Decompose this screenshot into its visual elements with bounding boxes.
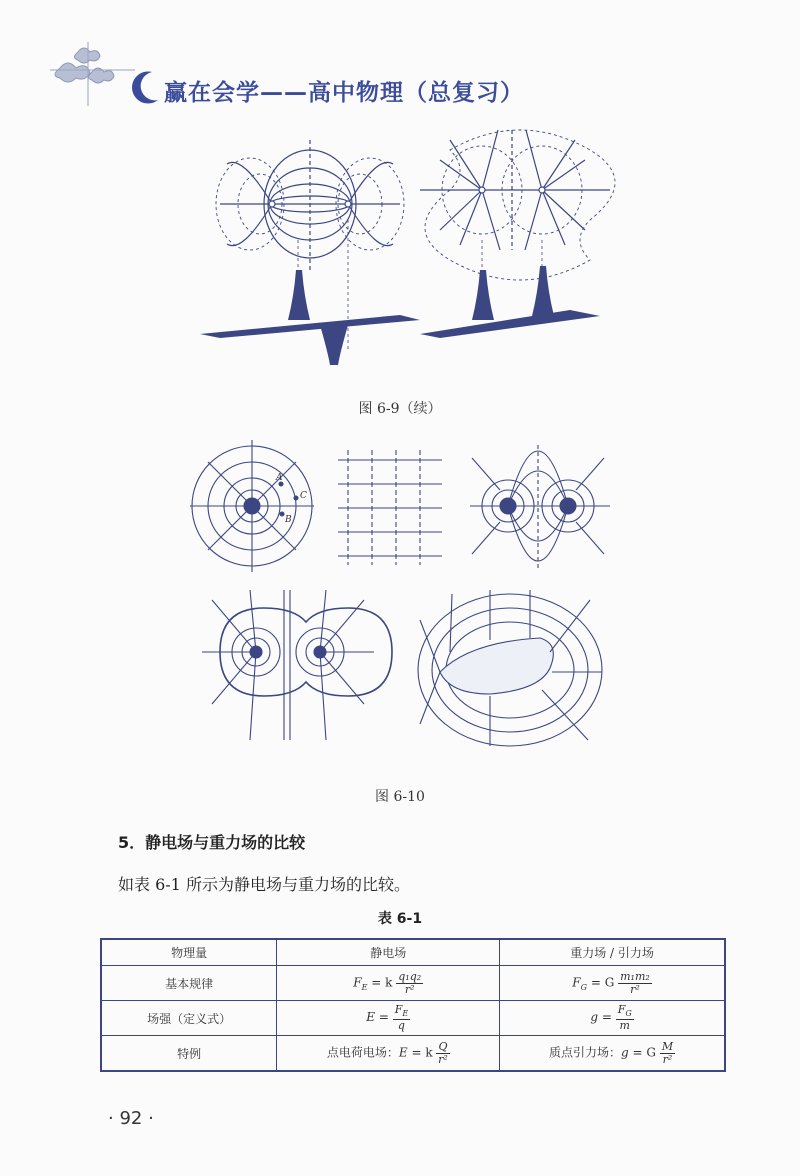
formula-cell xyxy=(277,1036,500,1072)
fraction xyxy=(616,1004,634,1031)
numerator: q₁q₂ xyxy=(398,969,422,983)
table-row xyxy=(101,1036,725,1072)
fraction xyxy=(618,971,652,995)
fraction xyxy=(393,1004,410,1031)
potential-surface-right xyxy=(420,266,600,338)
fraction xyxy=(660,1041,675,1065)
fraction xyxy=(436,1041,449,1065)
body-text: 如表 6-1 所示为静电场与重力场的比较。 xyxy=(118,875,410,894)
formula-lhs: E xyxy=(366,1010,376,1025)
formula-cell xyxy=(277,966,500,1001)
table-header-row xyxy=(101,939,725,966)
row-label: 场强（定义式） xyxy=(101,1001,277,1036)
formula-lhs-sub: E xyxy=(361,982,368,992)
label-c: C xyxy=(300,491,307,501)
denominator: m xyxy=(619,1019,630,1033)
uniform-field-diagram xyxy=(338,450,442,565)
formula-eq: = G xyxy=(628,1045,656,1060)
fraction xyxy=(396,971,423,995)
header-title: 赢在会学——高中物理（总复习） xyxy=(164,80,524,106)
formula-prefix: 质点引力场： xyxy=(549,1045,622,1060)
label-b: B xyxy=(285,515,292,525)
denominator: r² xyxy=(404,982,415,996)
formula-cell xyxy=(500,1001,725,1036)
comparison-table xyxy=(100,938,726,1072)
denominator: r² xyxy=(662,1052,673,1066)
page-number: · 92 · xyxy=(108,1108,154,1129)
table-header-cell: 静电场 xyxy=(277,939,500,966)
formula-eq: = xyxy=(598,1010,616,1025)
figure-6-9-caption: 图 6-9（续） xyxy=(358,401,442,417)
numerator xyxy=(616,1004,634,1020)
formula-lhs: E xyxy=(398,1045,408,1060)
figure-6-10-caption: 图 6-10 xyxy=(375,789,425,805)
formula-lhs: F xyxy=(353,975,362,990)
formula-eq: = xyxy=(375,1010,393,1025)
formula-cell xyxy=(500,1036,725,1072)
header-logo-icon xyxy=(40,38,170,108)
row-label: 基本规律 xyxy=(101,966,277,1001)
formula-eq: = k xyxy=(367,975,393,990)
formula-eq: = G xyxy=(587,975,615,990)
formula-lhs: g xyxy=(621,1045,629,1060)
formula-cell xyxy=(500,966,725,1001)
dipole-equipotential-diagram xyxy=(470,445,610,568)
formula-lhs: g xyxy=(590,1010,599,1025)
table-header-cell: 物理量 xyxy=(101,939,277,966)
like-charges-diagram xyxy=(202,590,392,740)
row-label: 特例 xyxy=(101,1036,277,1072)
formula-cell xyxy=(277,1001,500,1036)
section-heading: 5．静电场与重力场的比较 xyxy=(118,833,306,852)
page-header xyxy=(40,38,524,108)
table-title: 表 6-1 xyxy=(377,911,423,927)
point-charge-diagram xyxy=(190,440,314,572)
figure-6-10 xyxy=(190,440,620,760)
formula-lhs-sub: G xyxy=(580,982,588,992)
numerator-sub: G xyxy=(625,1009,632,1019)
denominator: q xyxy=(397,1019,405,1033)
numerator: m₁m₂ xyxy=(620,969,650,983)
table-row xyxy=(101,966,725,1001)
numerator-sub: E xyxy=(402,1009,409,1019)
charged-conductor-diagram xyxy=(418,590,602,746)
numerator-main: F xyxy=(617,1003,626,1017)
denominator: r² xyxy=(438,1052,448,1066)
dipole-field-diagram xyxy=(216,140,404,270)
label-a: A xyxy=(276,473,283,483)
numerator: Q xyxy=(438,1039,448,1053)
table-header-cell: 重力场 / 引力场 xyxy=(500,939,725,966)
formula-prefix: 点电荷电场： xyxy=(326,1045,399,1060)
formula-lhs: F xyxy=(572,975,581,990)
numerator xyxy=(393,1004,410,1020)
denominator: r² xyxy=(630,982,640,996)
numerator: M xyxy=(661,1039,674,1053)
table-row xyxy=(101,1001,725,1036)
numerator-main: F xyxy=(394,1003,403,1017)
potential-surface-left xyxy=(200,270,420,365)
figure-6-9 xyxy=(200,120,630,380)
formula-eq: = k xyxy=(407,1045,433,1060)
like-charge-field-diagram xyxy=(420,130,615,280)
